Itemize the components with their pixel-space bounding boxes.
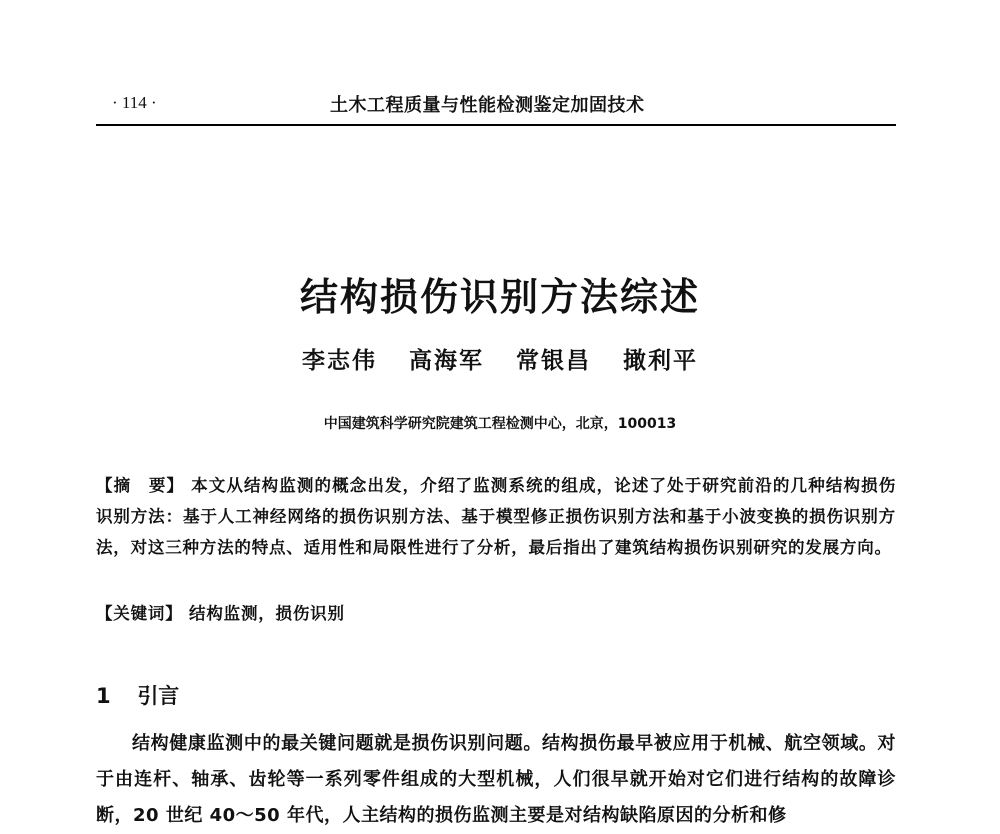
abstract-label: 【摘 要】	[96, 476, 185, 495]
keywords-text: 结构监测，损伤识别	[189, 604, 345, 623]
affiliation: 中国建筑科学研究院建筑工程检测中心，北京，100013	[323, 416, 677, 432]
author-name: 撖利平	[623, 347, 699, 374]
author-name: 常银昌	[516, 347, 591, 374]
abstract	[96, 470, 896, 563]
body-paragraph: 结构健康监测中的最关键问题就是损伤识别问题。结构损伤最早被应用于机械、航空领域。对于由连杆、轴承、齿轮等一系列零件组成的大型机械，人们很早就开始对它们进行结构的故障诊断，20 世纪 40～50 年代，人主结构的损伤监测主要是对结构缺陷原因的分析和修	[96, 733, 896, 826]
page-number: · 114 ·	[112, 93, 157, 112]
section-heading	[96, 680, 179, 710]
running-title: 土木工程质量与性能检测鉴定加固技术	[330, 95, 645, 116]
author-name: 李志伟	[301, 347, 377, 374]
header-rule	[96, 124, 896, 126]
section-number: 1	[96, 684, 111, 708]
author-list	[0, 342, 1000, 375]
keywords-label: 【关键词】	[96, 604, 183, 623]
abstract-text: 本文从结构监测的概念出发，介绍了监测系统的组成，论述了处于研究前沿的几种结构损伤识别方法：基于人工神经网络的损伤识别方法、基于模型修正损伤识别方法和基于小波变换的损伤识别方法，对这三种方法的特点、适用性和局限性进行了分析，最后指出了建筑结构损伤识别研究的发展方向。	[96, 476, 897, 557]
author-name: 高海军	[408, 347, 484, 374]
keywords	[96, 600, 896, 624]
section-title: 引言	[137, 684, 180, 708]
article-title: 结构损伤识别方法综述	[299, 274, 700, 319]
